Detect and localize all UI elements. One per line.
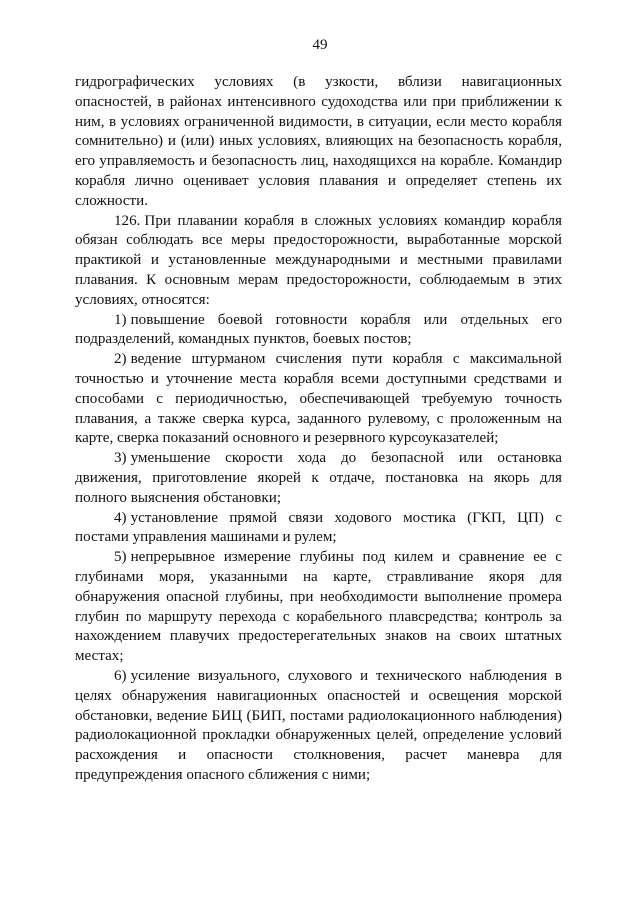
list-item-number: 6): [114, 667, 127, 684]
list-item-number: 4): [114, 509, 127, 526]
list-item-5: [75, 548, 562, 667]
list-item-text: усиление визуального, слухового и технического наблюдения в целях обнаружения навигационных опасностей и освещения морской обстановки, ведение БИЦ (БИП, постами радиолокационного наблюдения) радиолокационной прокладки обнаруженных целей, определение условий расхождения и опасности столкновения, расчет маневра для предупреждения опасного сближения с ними;: [75, 667, 562, 783]
list-item-number: 2): [114, 351, 127, 368]
list-item-1: [75, 311, 562, 351]
list-item-number: 3): [114, 450, 127, 467]
paragraph-number: 126.: [114, 212, 141, 229]
paragraph-text: гидрографических условиях (в узкости, вблизи навигационных опасностей, в районах интенсивного судоходства или при приближении к ним, в условиях ограниченной видимости, в ситуации, если место корабля сомнительно) и (или) иных условиях, влияющих на безопасность корабля, его управляемость и безопасность лиц, находящихся на корабле. Командир корабля лично оценивает условия плавания и определяет степень их сложности.: [75, 74, 562, 209]
list-item-text: ведение штурманом счисления пути корабля с максимальной точностью и уточнение места корабля всеми доступными средствами и способами с периодичностью, обеспечивающей требуемую точность плавания, а также сверка курса, заданного рулевому, с проложенным на карте, сверка показаний основного и резервного курсоуказателей;: [75, 351, 562, 447]
document-body: [75, 73, 562, 786]
list-item-4: [75, 509, 562, 549]
paragraph-continuation: [75, 73, 562, 212]
list-item-6: [75, 667, 562, 786]
list-item-text: установление прямой связи ходового мостика (ГКП, ЦП) с постами управления машинами и рулем;: [75, 509, 562, 546]
list-item-number: 1): [114, 311, 127, 328]
list-item-2: [75, 350, 562, 449]
paragraph-126: [75, 212, 562, 311]
list-item-text: непрерывное измерение глубины под килем и сравнение ее с глубинами моря, указанными на карте, стравливание якоря для обнаружения опасной глубины, при необходимости выполнение промера глубин по маршруту перехода с корабельного плавсредства; контроль за нахождением плавучих предостерегательных знаков на своих штатных местах;: [75, 549, 562, 665]
list-item-text: уменьшение скорости хода до безопасной или остановка движения, приготовление якорей к отдаче, постановка на якорь для полного выяснения обстановки;: [75, 450, 562, 506]
list-item-number: 5): [114, 549, 127, 566]
list-item-3: [75, 449, 562, 508]
paragraph-text: При плавании корабля в сложных условиях командир корабля обязан соблюдать все меры предосторожности, выработанные морской практикой и установленные международными и местными правилами плавания. К основным мерам предосторожности, соблюдаемым в этих условиях, относятся:: [75, 212, 562, 308]
list-item-text: повышение боевой готовности корабля или отдельных его подразделений, командных пунктов, боевых постов;: [75, 311, 562, 348]
page-number: 49: [312, 37, 328, 53]
